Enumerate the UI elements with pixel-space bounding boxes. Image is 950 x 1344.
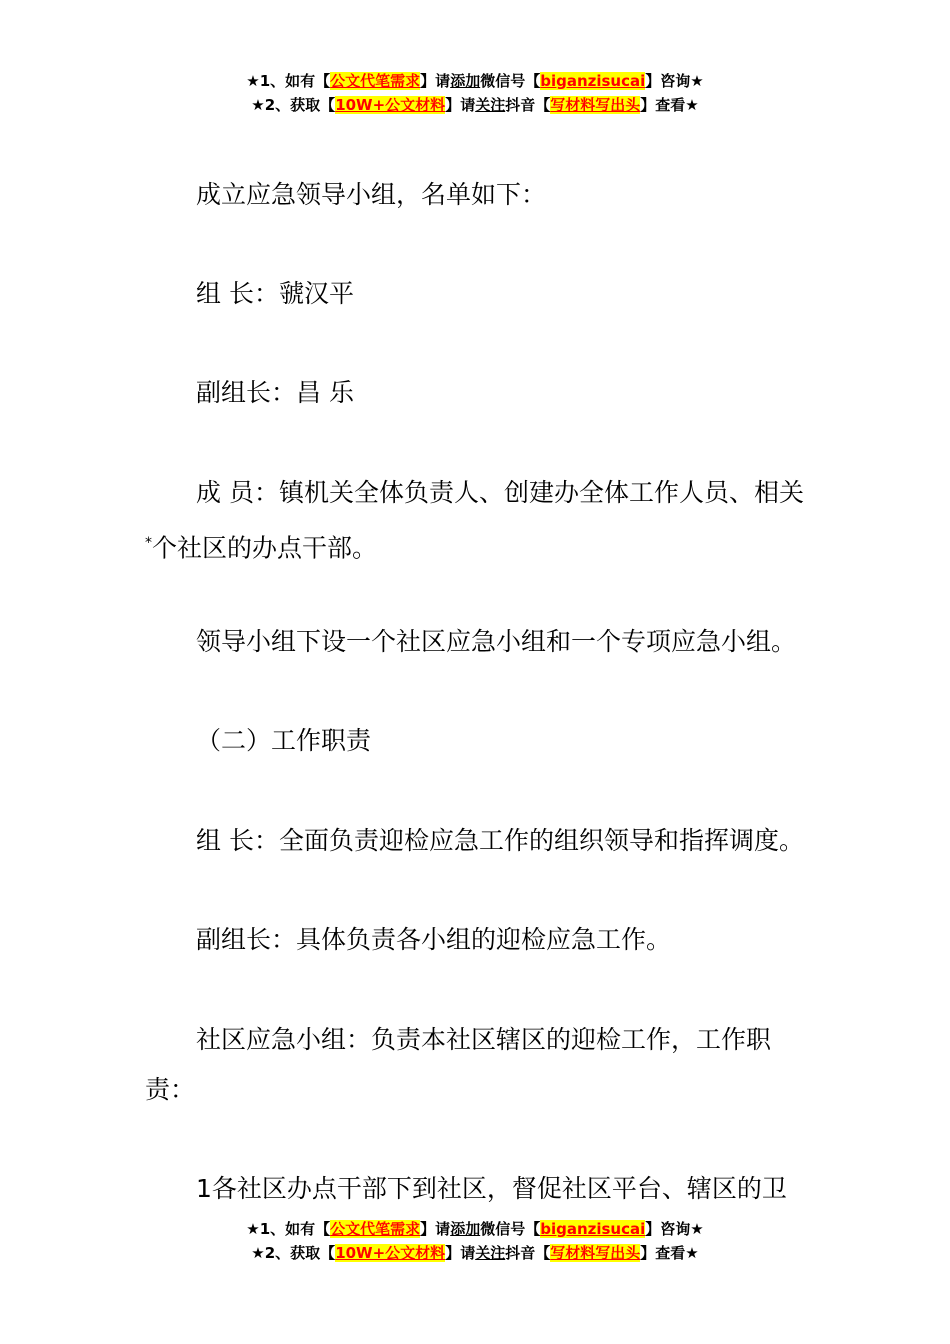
highlight-douyin: 写材料写出头 <box>550 1244 641 1262</box>
paragraph-members: 成 员：镇机关全体负责人、创建办全体工作人员、相关*个社区的办点干部。 <box>145 478 804 563</box>
highlight-douyin: 写材料写出头 <box>550 96 641 114</box>
paragraph-leadership-group: 成立应急领导小组，名单如下： <box>196 180 547 209</box>
promo-banner-top <box>0 69 950 117</box>
footnote-mark: * <box>145 535 152 551</box>
paragraph-community-group: 社区应急小组：负责本社区辖区的迎检工作，工作职责： <box>145 1025 772 1104</box>
promo-line-2: ★2、获取【10W+公文材料】请关注抖音【写材料写出头】查看★ <box>251 1244 699 1262</box>
paragraph-subgroups: 领导小组下设一个社区应急小组和一个专项应急小组。 <box>196 627 797 656</box>
promo-banner-bottom <box>0 1217 950 1265</box>
promo-line-1: ★1、如有【公文代笔需求】请添加微信号【biganzisucai】咨询★ <box>246 1220 704 1238</box>
paragraph-leader-duty: 组 长：全面负责迎检应急工作的组织领导和指挥调度。 <box>196 826 804 855</box>
paragraph-leader: 组 长：虢汉平 <box>196 279 354 308</box>
highlight-wechat-id: biganzisucai <box>540 72 646 90</box>
highlight-service: 公文代笔需求 <box>330 72 421 90</box>
paragraph-item-1: 1各社区办点干部下到社区，督促社区平台、辖区的卫 <box>196 1174 787 1203</box>
highlight-materials: 10W+公文材料 <box>335 96 446 114</box>
highlight-materials: 10W+公文材料 <box>335 1244 446 1262</box>
promo-line-1: ★1、如有【公文代笔需求】请添加微信号【biganzisucai】咨询★ <box>246 72 704 90</box>
section-heading-duties: （二）工作职责 <box>196 726 372 755</box>
paragraph-deputy-duty: 副组长：具体负责各小组的迎检应急工作。 <box>196 925 672 954</box>
promo-line-2: ★2、获取【10W+公文材料】请关注抖音【写材料写出头】查看★ <box>251 96 699 114</box>
paragraph-deputy-leader: 副组长：昌 乐 <box>196 378 354 407</box>
highlight-wechat-id: biganzisucai <box>540 1220 646 1238</box>
highlight-service: 公文代笔需求 <box>330 1220 421 1238</box>
